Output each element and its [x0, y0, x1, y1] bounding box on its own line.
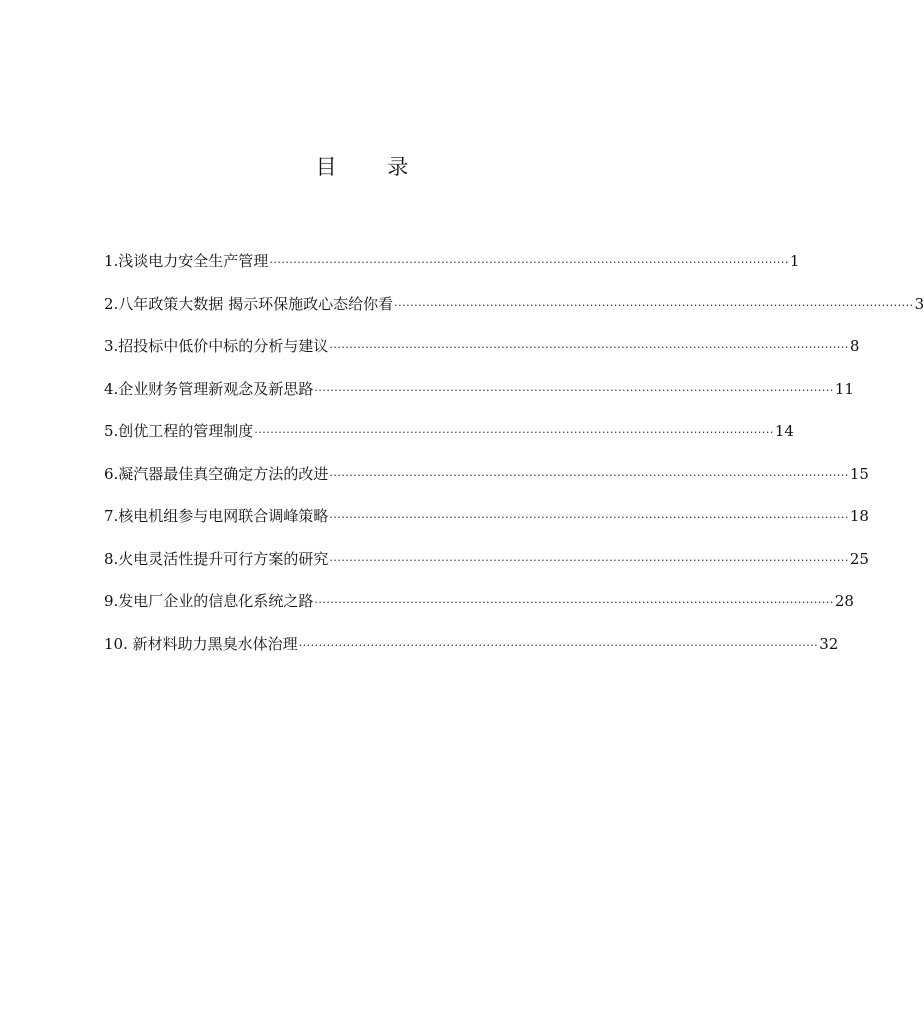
toc-leader-dots: ·································································································································· — [269, 256, 789, 269]
toc-leader-dots: ·································································································································· — [329, 341, 849, 354]
toc-page-number: 3 — [914, 294, 924, 313]
toc-entry-title: 4.企业财务管理新观念及新思路 — [104, 379, 314, 398]
toc-entry-title: 2.八年政策大数据 揭示环保施政心态给你看 — [104, 294, 394, 313]
toc-entry — [104, 461, 869, 504]
toc-page-number: 28 — [834, 592, 854, 610]
toc-leader-dots: ·································································································································· — [314, 596, 834, 609]
toc-entry — [104, 333, 860, 376]
toc-entry-title: 9.发电厂企业的信息化系统之路 — [104, 592, 314, 610]
toc-leader-dots: ·································································································································· — [314, 383, 834, 397]
toc-entry — [104, 588, 854, 631]
toc-entry-title: 1.浅谈电力安全生产管理 — [104, 252, 269, 270]
toc-page-number: 8 — [849, 337, 860, 355]
toc-leader-dots: ·································································································································· — [254, 426, 774, 439]
toc-page-number: 18 — [849, 507, 869, 525]
page-title: 目 录 — [315, 155, 431, 179]
toc-entry-title: 8.火电灵活性提升可行方案的研究 — [104, 549, 329, 568]
toc-leader-dots: ·································································································································· — [394, 298, 914, 312]
toc-leader-dots: ·································································································································· — [329, 553, 849, 567]
toc-entry — [104, 248, 800, 291]
toc-entry-title: 3.招投标中低价中标的分析与建议 — [104, 337, 329, 355]
toc-entry — [104, 418, 794, 461]
toc-page-number: 14 — [774, 422, 794, 440]
toc-entry — [104, 291, 924, 334]
toc-entry-title: 5.创优工程的管理制度 — [104, 422, 254, 440]
toc-entry-title: 6.凝汽器最佳真空确定方法的改进 — [104, 464, 329, 483]
toc-leader-dots: ·································································································································· — [329, 468, 849, 482]
toc-entry-title: 7.核电机组参与电网联合调峰策略 — [104, 507, 329, 525]
toc-entry — [104, 546, 869, 589]
toc-page-number: 11 — [834, 379, 854, 398]
toc-page-number: 1 — [789, 252, 800, 270]
toc-page-number: 32 — [819, 634, 839, 653]
toc-entry-title: 10. 新材料助力黑臭水体治理 — [104, 634, 298, 653]
toc-leader-dots: ·································································································································· — [298, 638, 819, 652]
toc-entry — [104, 376, 854, 419]
toc-leader-dots: ·································································································································· — [329, 511, 849, 524]
toc-page-number: 15 — [849, 464, 869, 483]
toc-page-number: 25 — [849, 549, 869, 568]
toc-entry — [104, 631, 839, 674]
table-of-contents — [104, 248, 924, 673]
toc-entry — [104, 503, 869, 546]
